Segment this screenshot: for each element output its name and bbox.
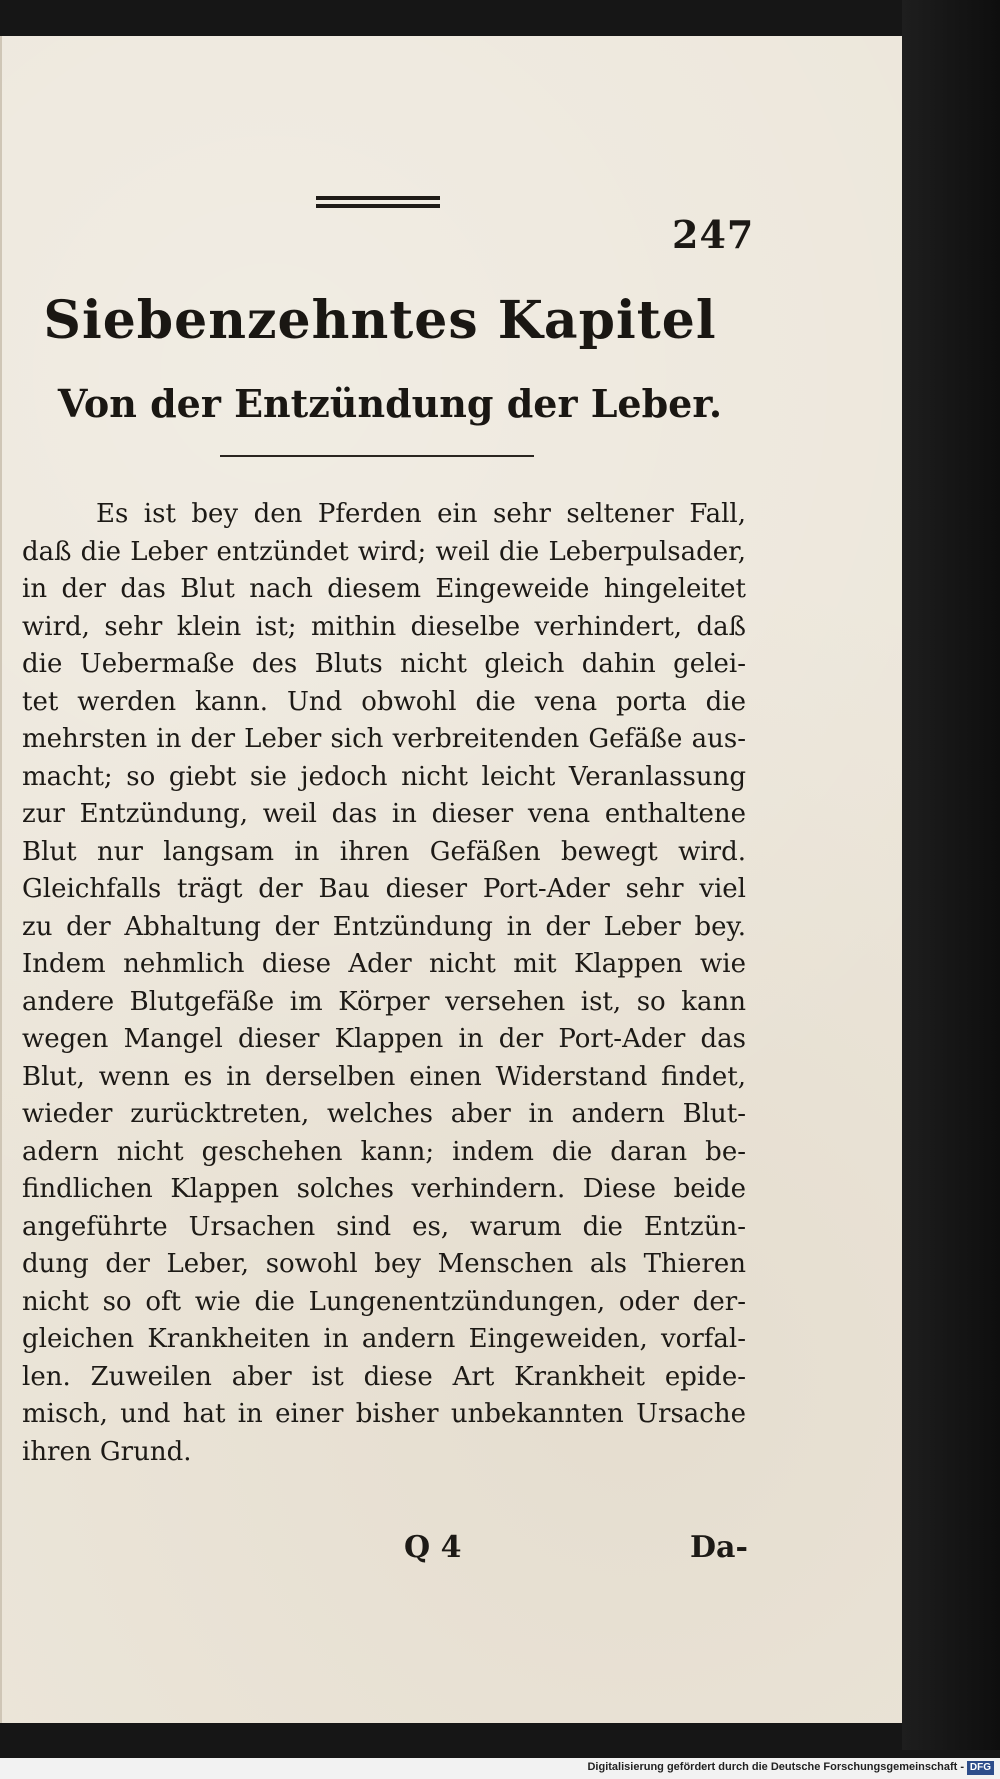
text-line: macht; so giebt sie jedoch nicht leicht Veranlassung — [22, 761, 746, 792]
page-number: 247 — [672, 212, 755, 257]
text-line: ihren Grund. — [22, 1436, 192, 1467]
text-line: Blut, wenn es in derselben einen Widerstand findet, — [22, 1061, 746, 1092]
signature-mark: Q 4 — [404, 1530, 462, 1565]
text-line: andere Blutgefäße im Körper versehen ist, so kann — [22, 986, 746, 1017]
scan-shadow — [902, 0, 1000, 1750]
text-line: mehrsten in der Leber sich verbreitenden Gefäße aus- — [22, 724, 746, 754]
text-line: findlichen Klappen solches verhindern. Diese beide — [22, 1174, 746, 1204]
text-line: Es ist bey den Pferden ein sehr seltener Fall, — [96, 499, 746, 529]
text-line: angeführte Ursachen sind es, warum die Entzün- — [22, 1211, 746, 1242]
chapter-subtitle: Von der Entzündung der Leber. — [57, 381, 723, 426]
footer-credit: Digitalisierung gefördert durch die Deutsche Forschungsgemeinschaft - — [587, 1761, 964, 1773]
text-line: adern nicht geschehen kann; indem die daran be- — [22, 1136, 746, 1167]
text-line: zu der Abhaltung der Entzündung in der Leber bey. — [22, 911, 746, 942]
text-line: nicht so oft wie die Lungenentzündungen, oder der- — [22, 1286, 746, 1317]
body-text — [22, 496, 746, 1471]
text-line: gleichen Krankheiten in andern Eingeweiden, vorfal- — [22, 1324, 746, 1354]
text-line: len. Zuweilen aber ist diese Art Krankheit epide- — [22, 1361, 746, 1392]
text-line: zur Entzündung, weil das in dieser vena enthaltene — [22, 799, 746, 829]
title-divider — [220, 455, 534, 457]
text-line: in der das Blut nach diesem Eingeweide hingeleitet — [22, 574, 746, 604]
text-line: tet werden kann. Und obwohl die vena porta die — [22, 686, 746, 717]
text-line: misch, und hat in einer bisher unbekannten Ursache — [22, 1399, 746, 1429]
text-line: wieder zurücktreten, welches aber in andern Blut- — [22, 1099, 746, 1129]
text-line: Blut nur langsam in ihren Gefäßen bewegt wird. — [22, 836, 746, 867]
text-line: die Uebermaße des Bluts nicht gleich dahin gelei- — [22, 649, 746, 679]
text-line: wegen Mangel dieser Klappen in der Port-Ader das — [22, 1024, 746, 1054]
text-line: dung der Leber, sowohl bey Menschen als Thieren — [22, 1249, 746, 1279]
chapter-title: Siebenzehntes Kapitel — [43, 290, 717, 351]
text-line: wird, sehr klein ist; mithin dieselbe verhindert, daß — [22, 611, 746, 642]
text-line: daß die Leber entzündet wird; weil die Leberpulsader, — [22, 536, 746, 567]
header-rule — [316, 196, 440, 208]
text-line: Indem nehmlich diese Ader nicht mit Klappen wie — [22, 949, 746, 979]
text-line: Gleichfalls trägt der Bau dieser Port-Ader sehr viel — [22, 874, 746, 904]
catchword: Da- — [690, 1530, 748, 1565]
book-page — [0, 36, 902, 1723]
dfg-logo: DFG — [967, 1761, 994, 1775]
